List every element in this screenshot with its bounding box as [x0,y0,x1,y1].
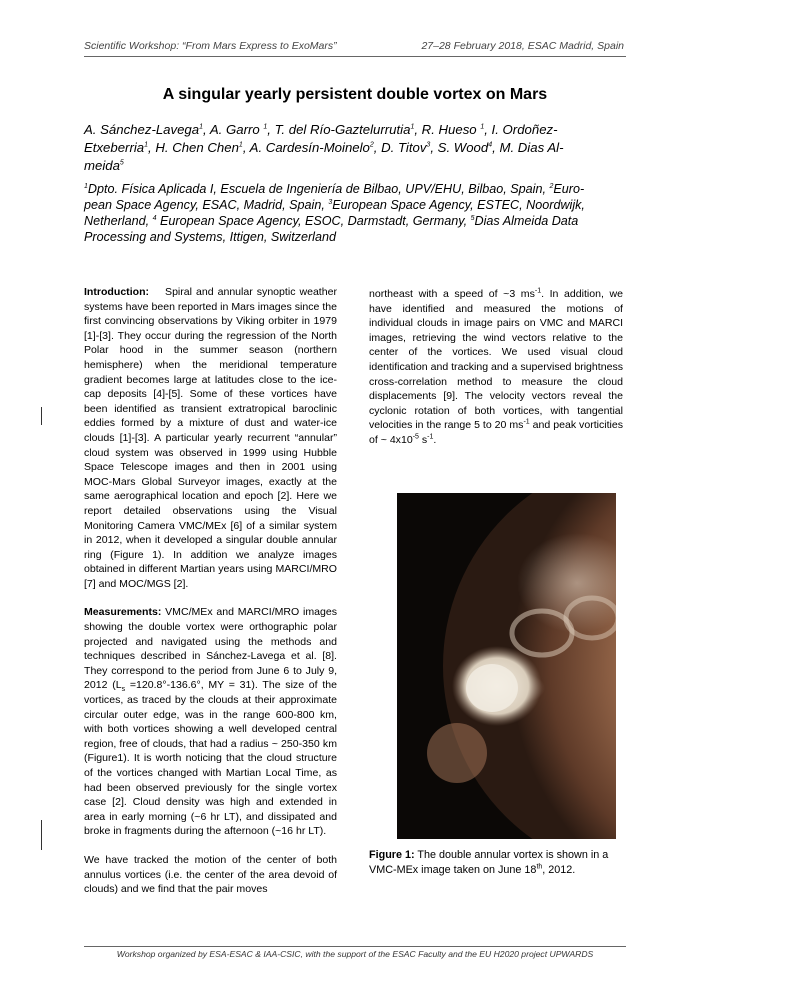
author-line-3: meida$^5$ [84,158,124,173]
introduction-text: Spiral and annular synoptic weather systems have been reported in Mars images since the first convincing observations by Viking orbiter in 1979 [1]-[3]. They occur during the regression of the North Polar hood in the summer season (northern hemisphere) when the meridional temperature gradient becomes large at latitudes close to the ice-cap deposits [4]-[5]. Some of these vortices have been identified as transient extratropical baroclinic eddies formed by a mixture of dust and water-ice clouds [1]-[3]. A particular yearly recurrent “annular” cloud system was observed in 1999 using Hubble Space Telescope images and then in 2001 using MOC-Mars Global Surveyor images, exactly at the same aerographical location and epoch [2]. Here we report detailed observations using the Visual Monitoring Camera VMC/MEx [6] of a similar system in 2012, when it developed a singular double annular ring (Figure 1). In addition we analyze images obtained in different Martian years using MARCI/MRO [7] and MOC/MGS [2]. [84,286,337,590]
introduction-heading: Introduction: [84,286,150,298]
affiliation-line-4: Processing and Systems, Ittigen, Switzerland [84,230,336,244]
measurements-paragraph: Measurements: VMC/MEx and MARCI/MRO images showing the double vortex were orthographic polar projected and navigated using the methods and techniques described in Sánchez-Lavega et al. [8]. They correspond to the period from June 6 to July 9, 2012 ($L_s =120.8^\circ-136.6^\circ$, MY = 31). The size of the vortices, as traced by the clouds at their approximate circular outer edge, was in the range 600-800 km, with both vortices showing a well developed central region, free of clouds, that had a radius ~ 250-350 km (Figure1). It is worth noticing that the cloud structure of the vortices changed with Martian Local Time, as had been observed previously for the single vortex case [2]. Cloud density was high and extended in area in early morning (~6 hr LT), and dissipated and broke in fragments during the afternoon (~16 hr LT). [84,606,337,838]
mars-vortex-image [397,493,616,839]
figure-label: Figure 1: [369,849,415,861]
author-line-2: Etxeberria$^1$, H. Chen Chen$^1$, A. Cardesín-Moinelo$^2$, D. Titov$^3$, S. Wood$^4$, M. Dias Al- [84,140,564,155]
running-header [84,40,626,57]
affiliations [84,181,614,245]
right-column [369,287,623,448]
figure-caption: Figure 1: The double annular vortex is shown in a VMC-MEx image taken on June 18th, 2012. [369,849,609,876]
wind-paragraph: northeast with a speed of ~3 $ms^{-1}$. In addition, we have identified and measured the motions of individual clouds in image pairs on VMC and MARCI images, retrieving the wind vectors relative to the center of the vortices. We used visual cloud identification and tracking and a supervised brightness cross-correlation method to measure the cloud displacements [9]. The velocity vectors reveal the cyclonic rotation of both vortices, with tangential velocities in the range 5 to 20 $ms^{-1}$ and peak vorticities of ~ $4x10^{-5}$ $s^{-1}$. [369,287,624,446]
mars-photo-illustration [397,493,616,839]
tracking-paragraph: We have tracked the motion of the center of both annulus vortices (i.e. the center of the area devoid of clouds) and we find that the pair moves [84,853,337,896]
affiliation-line-3: Netherland, $^4$ European Space Agency, ESOC, Darmstadt, Germany, $^5$Dias Almeida Data [84,214,579,228]
author-list [84,121,614,175]
left-column [84,285,337,897]
header-date-location: 27–28 February 2018, ESAC Madrid, Spain [421,40,624,52]
page-footer: Workshop organized by ESA-ESAC & IAA-CSIC, with the support of the ESAC Faculty and the EU H2020 project UPWARDS [84,946,626,959]
affiliation-line-2: pean Space Agency, ESAC, Madrid, Spain, $^3$European Space Agency, ESTEC, Noordwijk, [84,198,585,212]
change-bar [41,820,42,850]
affiliation-line-1: $^1$Dpto. Física Aplicada I, Escuela de Ingeniería de Bilbao, UPV/EHU, Bilbao, Spain, $^2$Euro- [84,182,585,196]
change-bar [41,407,42,425]
header-workshop-title: Scientific Workshop: “From Mars Express to ExoMars” [84,40,337,52]
measurements-heading: Measurements: [84,606,162,619]
author-line-1: A. Sánchez-Lavega$^1$, A. Garro $^1$, T. del Río-Gaztelurrutia$^1$, R. Hueso $^1$, I. Ordoñez- [84,122,558,137]
introduction-paragraph [84,285,337,591]
paper-title: A singular yearly persistent double vortex on Mars [162,86,548,103]
